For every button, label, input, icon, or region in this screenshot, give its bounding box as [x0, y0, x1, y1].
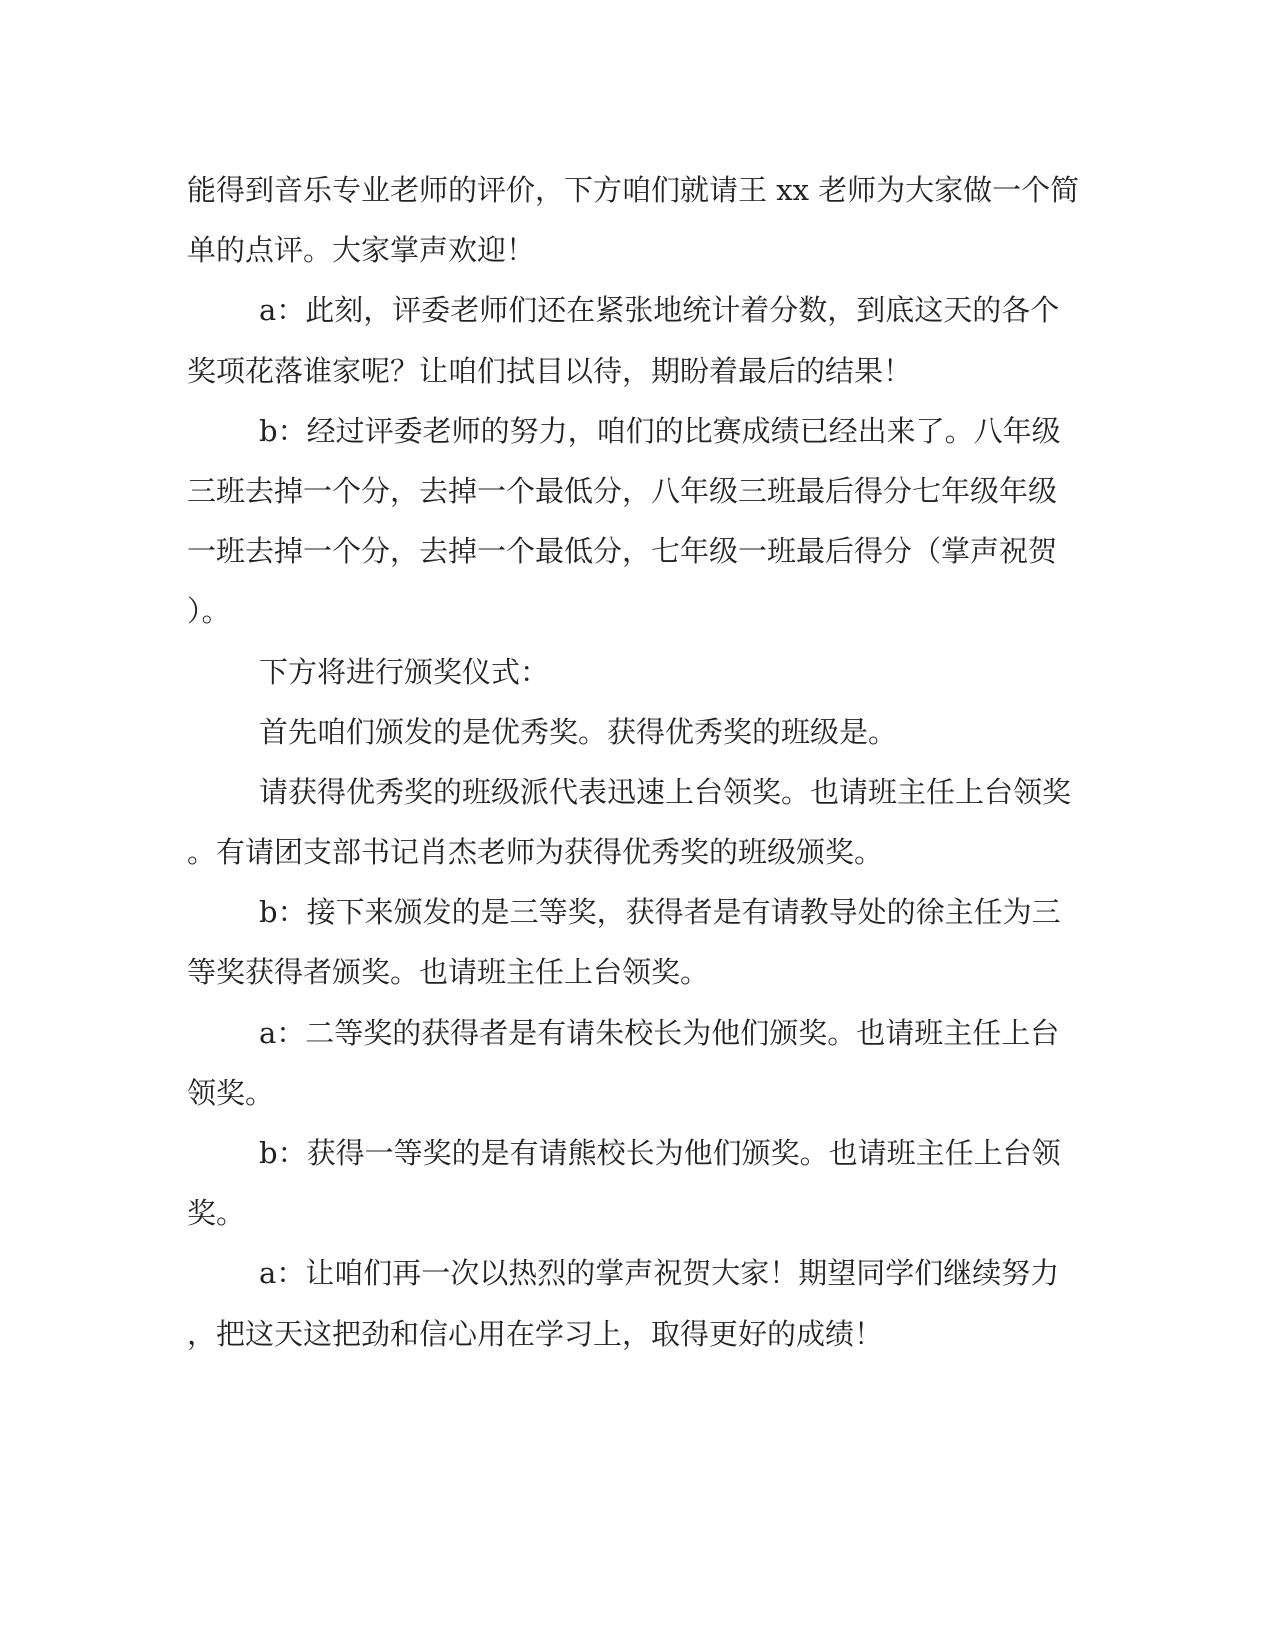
- text-line: ，把这天这把劲和信心用在学习上，取得更好的成绩！: [187, 1316, 884, 1351]
- text-line: 首先咱们颁发的是优秀奖。获得优秀奖的班级是。: [259, 714, 898, 749]
- text-line: 奖项花落谁家呢？让咱们拭目以待，期盼着最后的结果！: [187, 353, 913, 388]
- text-line: b：接下来颁发的是三等奖，获得者是有请教导处的徐主任为三: [259, 895, 1061, 930]
- body-text: [187, 160, 1080, 1364]
- text-line: 下方将进行颁奖仪式：: [259, 654, 550, 689]
- text-line: b：经过评委老师的努力，咱们的比赛成绩已经出来了。八年级: [259, 413, 1061, 448]
- text-line: a：二等奖的获得者是有请朱校长为他们颁奖。也请班主任上台: [259, 1015, 1060, 1050]
- text-line: 请获得优秀奖的班级派代表迅速上台领奖。也请班主任上台领奖: [259, 774, 1072, 809]
- text-line: a：让咱们再一次以热烈的掌声祝贺大家！期望同学们继续努力: [259, 1256, 1060, 1291]
- text-line: a：此刻，评委老师们还在紧张地统计着分数，到底这天的各个: [259, 293, 1060, 328]
- text-line: 一班去掉一个分，去掉一个最低分，七年级一班最后得分（掌声祝贺: [187, 534, 1058, 569]
- text-line: 三班去掉一个分，去掉一个最低分，八年级三班最后得分七年级年级: [187, 473, 1058, 508]
- text-line: ）。: [187, 594, 231, 629]
- text-line: 领奖。: [187, 1075, 275, 1110]
- text-line: 等奖获得者颁奖。也请班主任上台领奖。: [187, 955, 710, 990]
- text-line: 奖。: [187, 1196, 246, 1231]
- text-line: 能得到音乐专业老师的评价，下方咱们就请王 xx 老师为大家做一个简: [187, 173, 1080, 207]
- text-line: 。有请团支部书记肖杰老师为获得优秀奖的班级颁奖。: [187, 835, 884, 870]
- text-line: 单的点评。大家掌声欢迎！: [187, 233, 536, 268]
- text-line: b：获得一等奖的是有请熊校长为他们颁奖。也请班主任上台领: [259, 1136, 1061, 1170]
